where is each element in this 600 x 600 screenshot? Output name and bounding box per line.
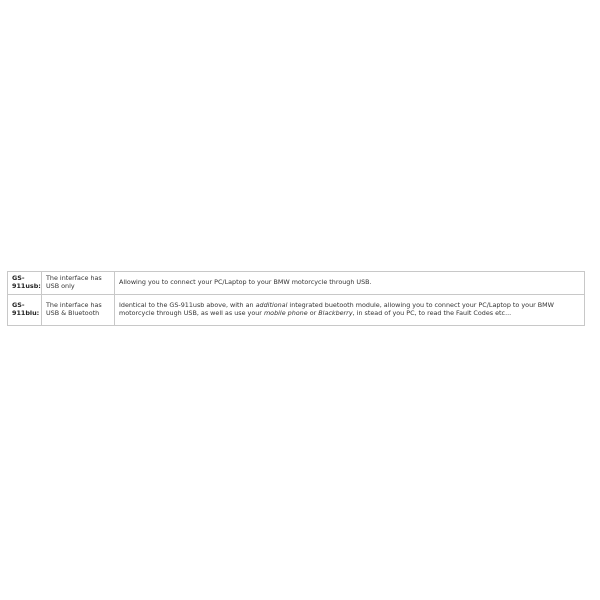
model-name-part: GS- (12, 301, 25, 310)
interface-cell (42, 295, 115, 326)
model-name-cell (8, 272, 42, 295)
description-text: , in stead of you PC, to read the Fault Codes etc... (352, 309, 512, 317)
interface-text: The interface has (46, 274, 102, 283)
table-row (8, 272, 585, 295)
interface-text: USB only (46, 282, 75, 290)
product-comparison-table (7, 271, 585, 326)
model-name-part: 911blu: (12, 309, 40, 317)
description-text: Allowing you to connect your PC/Laptop to your BMW motorcycle through USB. (119, 278, 372, 287)
interface-cell (42, 272, 115, 295)
description-emphasis: additional (255, 301, 288, 310)
description-emphasis: mobile phone (263, 309, 308, 317)
description-cell (115, 272, 585, 295)
description-text: or (307, 309, 319, 317)
interface-text: The interface has (46, 301, 102, 310)
table-row (8, 295, 585, 326)
model-name-cell (8, 295, 42, 326)
description-text: Identical to the GS-911usb above, with an (119, 301, 256, 310)
model-name-part: 911usb: (12, 282, 41, 290)
description-text: integrated buetooth module, allowing you to connect your PC/Laptop to your BMW motorcycle through USB, as well as use your (119, 301, 554, 317)
model-name-part: GS- (12, 274, 25, 283)
description-emphasis: Blackberry (318, 309, 353, 317)
description-cell (115, 295, 585, 326)
interface-text: USB & Bluetooth (46, 309, 100, 317)
